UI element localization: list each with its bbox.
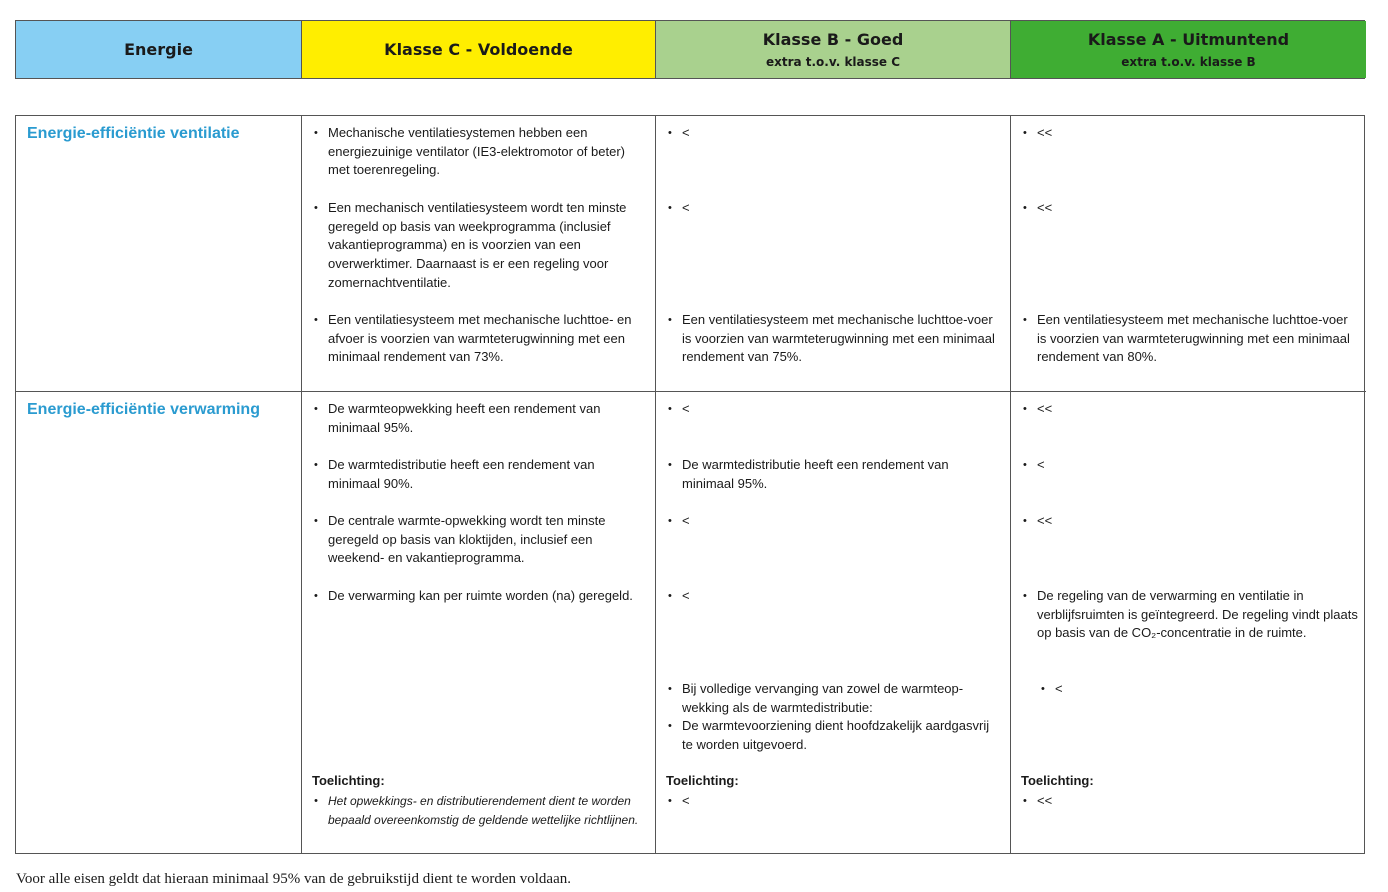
toelichting-label-c: Toelichting: bbox=[312, 773, 385, 788]
toelichting-text-c: • Het opwekkings- en distributierendement dient te worden bepaald overeenkomstig de geldende wettelijke richtlijnen. bbox=[314, 792, 647, 829]
header-energie bbox=[16, 21, 302, 78]
header-klasse-a bbox=[1011, 21, 1366, 78]
list-item: • De warmtedistributie heeft een rendement van minimaal 95%. bbox=[668, 456, 1002, 493]
list-item: • << bbox=[1023, 512, 1358, 531]
list-item: • De verwarming kan per ruimte worden (na) geregeld. bbox=[314, 587, 647, 606]
header-energie-label: Energie bbox=[124, 40, 193, 59]
verwarming-b-cell bbox=[656, 392, 1011, 853]
ventilatie-c-cell bbox=[302, 116, 656, 392]
ventilatie-b-cell bbox=[656, 116, 1011, 392]
footer-note: Voor alle eisen geldt dat hieraan minimaal 95% van de gebruikstijd dient te worden voldaan. bbox=[16, 871, 571, 887]
verwarming-a-cell bbox=[1011, 392, 1366, 853]
verwarming-label-cell bbox=[16, 392, 302, 853]
header-klasse-a-label: Klasse A - Uitmuntend bbox=[1087, 30, 1290, 49]
header-klasse-c bbox=[302, 21, 656, 78]
list-item: • Bij volledige vervanging van zowel de warmteop-wekking als de warmtedistributie: bbox=[668, 680, 1002, 717]
list-item: • De warmtedistributie heeft een rendement van minimaal 90%. bbox=[314, 456, 647, 493]
header-klasse-a-sub: extra t.o.v. klasse B bbox=[1121, 55, 1256, 69]
header-klasse-c-label: Klasse C - Voldoende bbox=[384, 40, 573, 59]
list-item: • Een ventilatiesysteem met mechanische luchttoe- en afvoer is voorzien van warmteterugwinning met een minimaal rendement van 73%. bbox=[314, 311, 647, 367]
list-item: • < bbox=[668, 512, 1002, 531]
list-item: • << bbox=[1023, 400, 1358, 419]
toelichting-label-a: Toelichting: bbox=[1021, 773, 1094, 788]
list-item: • < bbox=[1023, 456, 1358, 475]
list-item: • De warmtevoorziening dient hoofdzakelijk aardgasvrij te worden uitgevoerd. bbox=[668, 717, 1002, 754]
list-item: • De centrale warmte-opwekking wordt ten minste geregeld op basis van kloktijden, inclusief een weekend- en vakantieprogramma. bbox=[314, 512, 647, 568]
list-item: • < bbox=[668, 587, 1002, 606]
list-item: • De warmteopwekking heeft een rendement van minimaal 95%. bbox=[314, 400, 647, 437]
ventilatie-label-cell bbox=[16, 116, 302, 392]
list-item: • De regeling van de verwarming en ventilatie in verblijfsruimten is geïntegreerd. De regeling vindt plaats op basis van de CO₂-concentratie in de ruimte. bbox=[1023, 587, 1358, 643]
requirements-table bbox=[15, 115, 1365, 854]
table-header bbox=[15, 20, 1365, 79]
toelichting-text-b: • < bbox=[668, 792, 1002, 811]
list-item: • < bbox=[668, 400, 1002, 419]
ventilatie-a-cell bbox=[1011, 116, 1366, 392]
section-title-verwarming: Energie-efficiëntie verwarming bbox=[27, 401, 260, 418]
list-item: • Een ventilatiesysteem met mechanische luchttoe-voer is voorzien van warmteterugwinning met een minimaal rendement van 75%. bbox=[668, 311, 1002, 367]
list-item: • Een mechanisch ventilatiesysteem wordt ten minste geregeld op basis van weekprogramma (inclusief vakantieprogramma) en is voorzien van een overwerktimer. Daarnaast is er een regeling voor zomernachtventilatie. bbox=[314, 199, 647, 293]
list-item: • << bbox=[1023, 124, 1358, 143]
list-item: • << bbox=[1023, 199, 1358, 218]
header-klasse-b bbox=[656, 21, 1011, 78]
section-title-ventilatie: Energie-efficiëntie ventilatie bbox=[27, 125, 240, 142]
header-klasse-b-sub: extra t.o.v. klasse C bbox=[765, 55, 901, 69]
header-klasse-b-label: Klasse B - Goed bbox=[762, 30, 904, 49]
list-item: • Mechanische ventilatiesystemen hebben een energiezuinige ventilator (IE3-elektromotor of beter) met toerenregeling. bbox=[314, 124, 647, 180]
list-item: • Een ventilatiesysteem met mechanische luchttoe-voer is voorzien van warmteterugwinning met een minimaal rendement van 80%. bbox=[1023, 311, 1358, 367]
toelichting-label-b: Toelichting: bbox=[666, 773, 739, 788]
verwarming-c-cell bbox=[302, 392, 656, 853]
list-item: • < bbox=[1041, 680, 1358, 699]
list-item: • < bbox=[668, 124, 1002, 143]
toelichting-text-a: • << bbox=[1023, 792, 1358, 811]
list-item: • < bbox=[668, 199, 1002, 218]
